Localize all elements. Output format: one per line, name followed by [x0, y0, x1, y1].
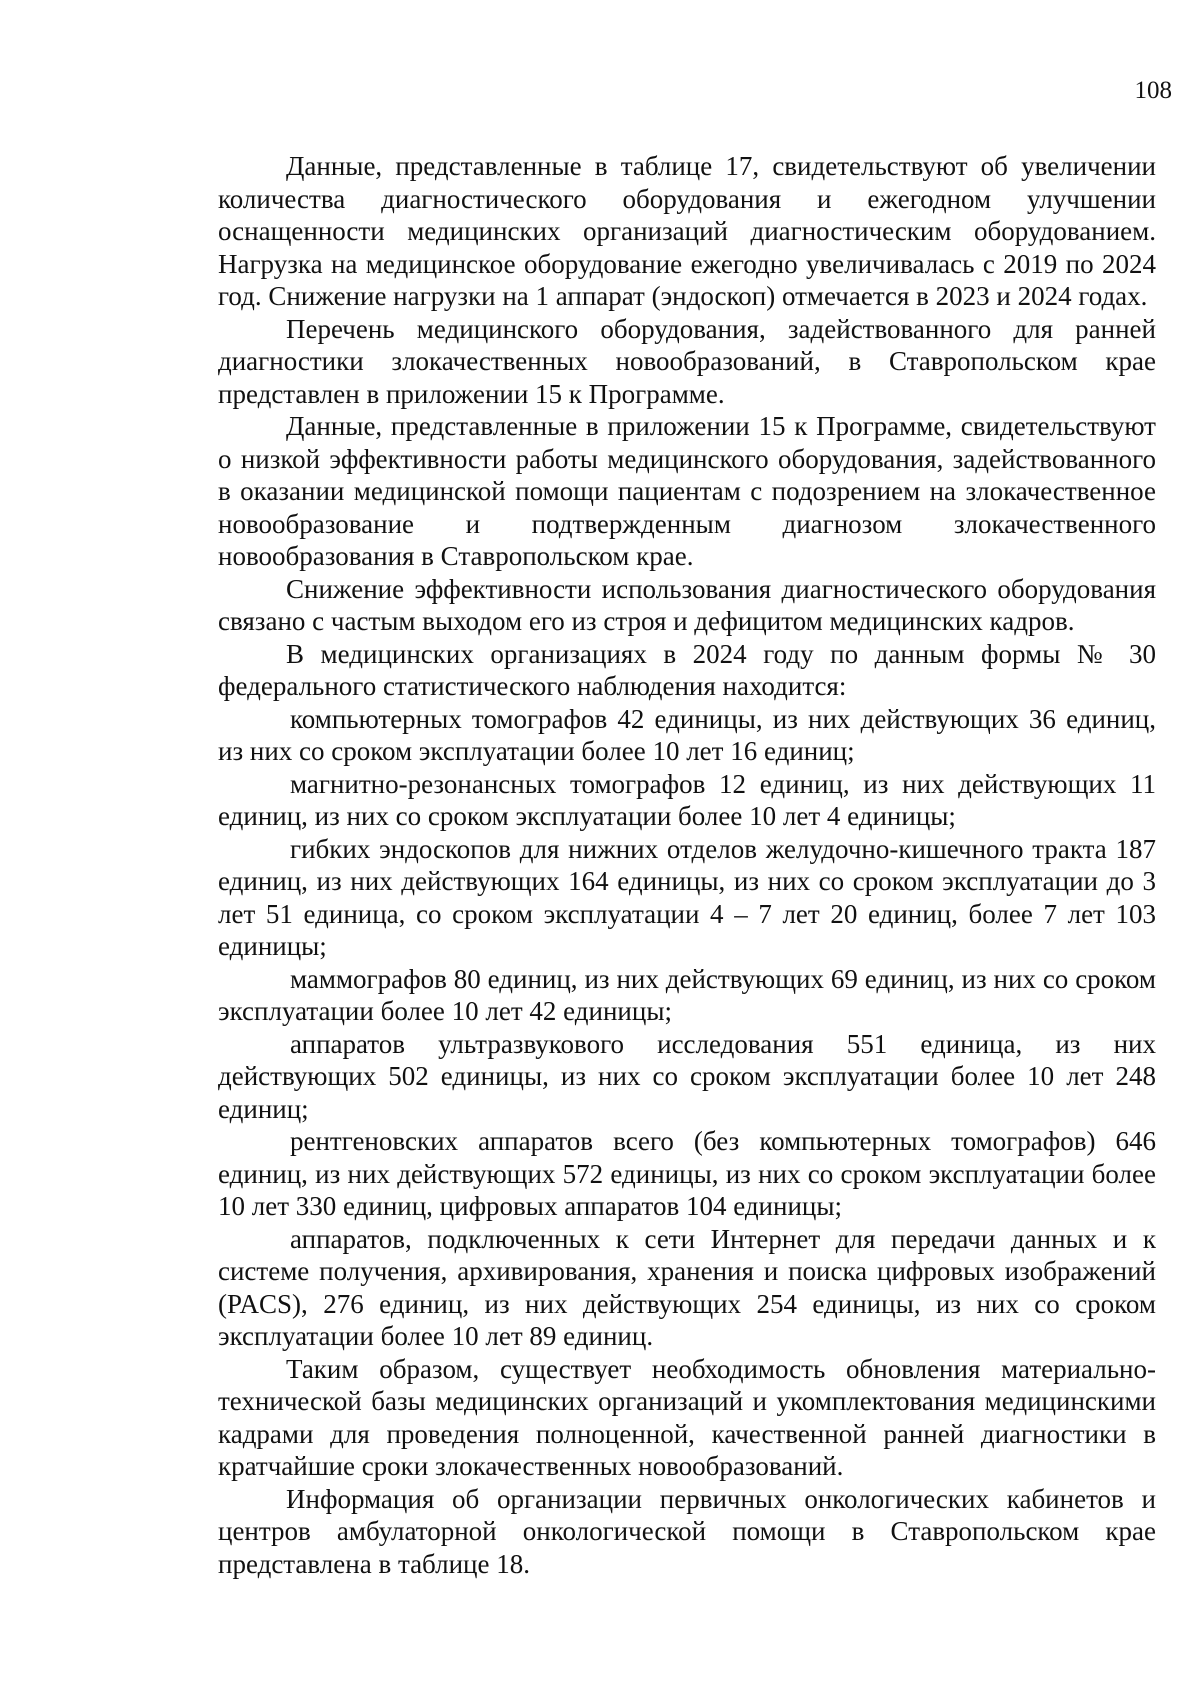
list-item-endoscopes: гибких эндоскопов для нижних отделов желудочно-кишечного тракта 187 единиц, из них действующих 164 единицы, из них со сроком эксплуатации до 3 лет 51 единица, со сроком эксплуатации 4 – 7 лет 20 единиц, более 7 лет 103 единицы; [218, 833, 1156, 961]
paragraph-efficiency-decline: Снижение эффективности использования диагностического оборудования связано с частым выходом его из строя и дефицитом медицинских кадров. [218, 573, 1156, 636]
list-item-xray: рентгеновских аппаратов всего (без компьютерных томографов) 646 единиц, из них действующих 572 единицы, из них со сроком эксплуатации более 10 лет 330 единиц, цифровых аппаратов 104 единицы; [218, 1126, 1156, 1221]
paragraph-conclusion: Таким образом, существует необходимость обновления материально-технической базы медицинских организаций и укомплектования медицинскими кадрами для проведения полноценной, качественной ранней диагностики в кратчайшие сроки злокачественных новообразований. [218, 1353, 1156, 1481]
list-item-mri-scanners: магнитно-резонансных томографов 12 единиц, из них действующих 11 единиц, из них со сроком эксплуатации более 10 лет 4 единицы; [218, 768, 1156, 831]
list-item-mammographs: маммографов 80 единиц, из них действующих 69 единиц, из них со сроком эксплуатации более 10 лет 42 единицы; [218, 963, 1156, 1026]
list-item-ct-scanners: компьютерных томографов 42 единицы, из них действующих 36 единиц, из них со сроком эксплуатации более 10 лет 16 единиц; [218, 703, 1156, 766]
list-item-pacs: аппаратов, подключенных к сети Интернет для передачи данных и к системе получения, архивирования, хранения и поиска цифровых изображений (PACS), 276 единиц, из них действующих 254 единицы, из них со сроком эксплуатации более 10 лет 89 единиц. [218, 1223, 1156, 1351]
paragraph-form-30: В медицинских организациях в 2024 году по данным формы № 30 федерального статистического наблюдения находится: [218, 638, 1156, 701]
document-body [218, 150, 1156, 1580]
page-number: 108 [1134, 77, 1172, 104]
list-item-ultrasound: аппаратов ультразвукового исследования 551 единица, из них действующих 502 единицы, из них со сроком эксплуатации более 10 лет 248 единиц; [218, 1028, 1156, 1124]
paragraph-efficiency: Данные, представленные в приложении 15 к Программе, свидетельствуют о низкой эффективности работы медицинского оборудования, задействованного в оказании медицинской помощи пациентам с подозрением на злокачественное новообразование и подтвержденным диагнозом злокачественного новообразования в Ставропольском крае. [218, 411, 1156, 571]
paragraph-diagnostic-equipment: Данные, представленные в таблице 17, свидетельствуют об увеличении количества диагностического оборудования и ежегодном улучшении оснащенности медицинских организаций диагностическим оборудованием. Нагрузка на медицинское оборудование ежегодно увеличивалась с 2019 по 2024 год. Снижение нагрузки на 1 аппарат (эндоскоп) отмечается в 2023 и 2024 годах. [218, 151, 1156, 311]
paragraph-table-18: Информация об организации первичных онкологических кабинетов и центров амбулаторной онкологической помощи в Ставропольском крае представлена в таблице 18. [218, 1483, 1156, 1579]
paragraph-equipment-list: Перечень медицинского оборудования, задействованного для ранней диагностики злокачественных новообразований, в Ставропольском крае представлен в приложении 15 к Программе. [218, 313, 1156, 409]
